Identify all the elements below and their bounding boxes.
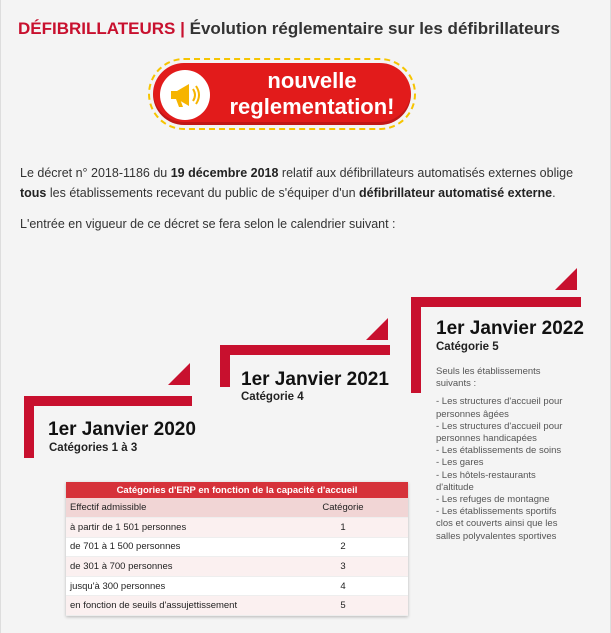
step-1-category: Catégories 1 à 3 xyxy=(49,442,138,454)
step-1-bar-left xyxy=(24,396,34,458)
table-col-effectif: Effectif admissible xyxy=(66,498,278,518)
intro-text-3: les établissements recevant du public de s'équiper d'un xyxy=(46,186,359,200)
table-cell-label: à partir de 1 501 personnes xyxy=(66,518,278,538)
intro-text-1: Le décret n° 2018-1186 du xyxy=(20,166,171,180)
step-2-date: 1er Janvier 2021 xyxy=(241,369,389,390)
megaphone-icon xyxy=(160,70,210,120)
step-3-description-line: - Les établissements sportifs xyxy=(436,506,557,518)
calendar-intro: L'entrée en vigueur de ce décret se fera selon le calendrier suivant : xyxy=(20,217,396,231)
step-3-description-line: - Les hôtels-restaurants xyxy=(436,469,536,481)
badge-line-2: reglementation! xyxy=(229,94,395,119)
step-3-bar-left xyxy=(411,297,421,393)
step-1-corner xyxy=(168,363,190,385)
table-title: Catégories d'ERP en fonction de la capacité d'accueil xyxy=(66,482,408,498)
table-cell-label: de 301 à 700 personnes xyxy=(66,557,278,577)
step-3-description-line: suivants : xyxy=(436,378,477,390)
table-col-categorie: Catégorie xyxy=(278,498,408,518)
table-row xyxy=(66,518,408,538)
step-3-description-line: - Les structures d'accueil pour xyxy=(436,420,563,432)
step-1-bar-top xyxy=(24,396,192,406)
table-cell-category: 4 xyxy=(278,576,408,596)
table-row xyxy=(66,596,408,616)
badge-line-1: nouvelle xyxy=(267,68,357,93)
table-header-row xyxy=(66,498,408,518)
step-3-description-line: Seuls les établissements xyxy=(436,366,541,377)
intro-bold-all: tous xyxy=(20,186,47,200)
step-3-description-line: - Les structures d'accueil pour xyxy=(436,396,563,408)
table-cell-label: en fonction de seuils d'assujettissement xyxy=(66,596,278,616)
step-3-corner xyxy=(555,268,577,290)
heading-separator: | xyxy=(180,19,185,38)
step-2-bar-left xyxy=(220,345,230,387)
intro-text-2: relatif aux défibrillateurs automatisés externes oblige xyxy=(278,166,574,180)
step-3-description-line: clos et couverts ainsi que les xyxy=(436,518,558,530)
badge-text xyxy=(217,68,407,120)
step-2-bar-top xyxy=(220,345,390,355)
table-cell-category: 2 xyxy=(278,537,408,557)
table-cell-category: 1 xyxy=(278,518,408,538)
step-3-description-line: d'altitude xyxy=(436,481,474,493)
step-3-description-line: - Les établissements de soins xyxy=(436,445,562,457)
intro-text-4: . xyxy=(552,186,556,200)
badge-pill xyxy=(153,63,411,125)
step-3-description-line: salles polyvalentes sportives xyxy=(436,530,557,542)
step-3-description xyxy=(436,366,586,543)
table-cell-category: 3 xyxy=(278,557,408,577)
heading-title: Évolution réglementaire sur les défibrillateurs xyxy=(189,19,560,38)
step-1-date: 1er Janvier 2020 xyxy=(48,419,196,440)
table-cell-category: 5 xyxy=(278,596,408,616)
table-row xyxy=(66,557,408,577)
new-regulation-badge xyxy=(148,58,416,130)
step-3-description-line: personnes handicapées xyxy=(436,433,537,445)
table-cell-label: de 701 à 1 500 personnes xyxy=(66,537,278,557)
heading-brand: DÉFIBRILLATEURS xyxy=(18,19,176,38)
step-3-date: 1er Janvier 2022 xyxy=(436,318,584,339)
step-3-description-line: personnes âgées xyxy=(436,408,509,420)
step-3-category: Catégorie 5 xyxy=(436,341,499,353)
step-3-description-line: - Les gares xyxy=(436,457,484,469)
table-row xyxy=(66,537,408,557)
step-2-corner xyxy=(366,318,388,340)
erp-category-table xyxy=(66,482,408,616)
step-3-description-line: - Les refuges de montagne xyxy=(436,494,550,506)
step-3-bar-top xyxy=(411,297,581,307)
step-2-category: Catégorie 4 xyxy=(241,391,304,403)
intro-paragraph xyxy=(20,163,590,203)
page-heading xyxy=(18,19,560,39)
intro-bold-device: défibrillateur automatisé externe xyxy=(359,186,553,200)
table-row xyxy=(66,576,408,596)
intro-bold-date: 19 décembre 2018 xyxy=(170,166,279,180)
table-cell-label: jusqu'à 300 personnes xyxy=(66,576,278,596)
